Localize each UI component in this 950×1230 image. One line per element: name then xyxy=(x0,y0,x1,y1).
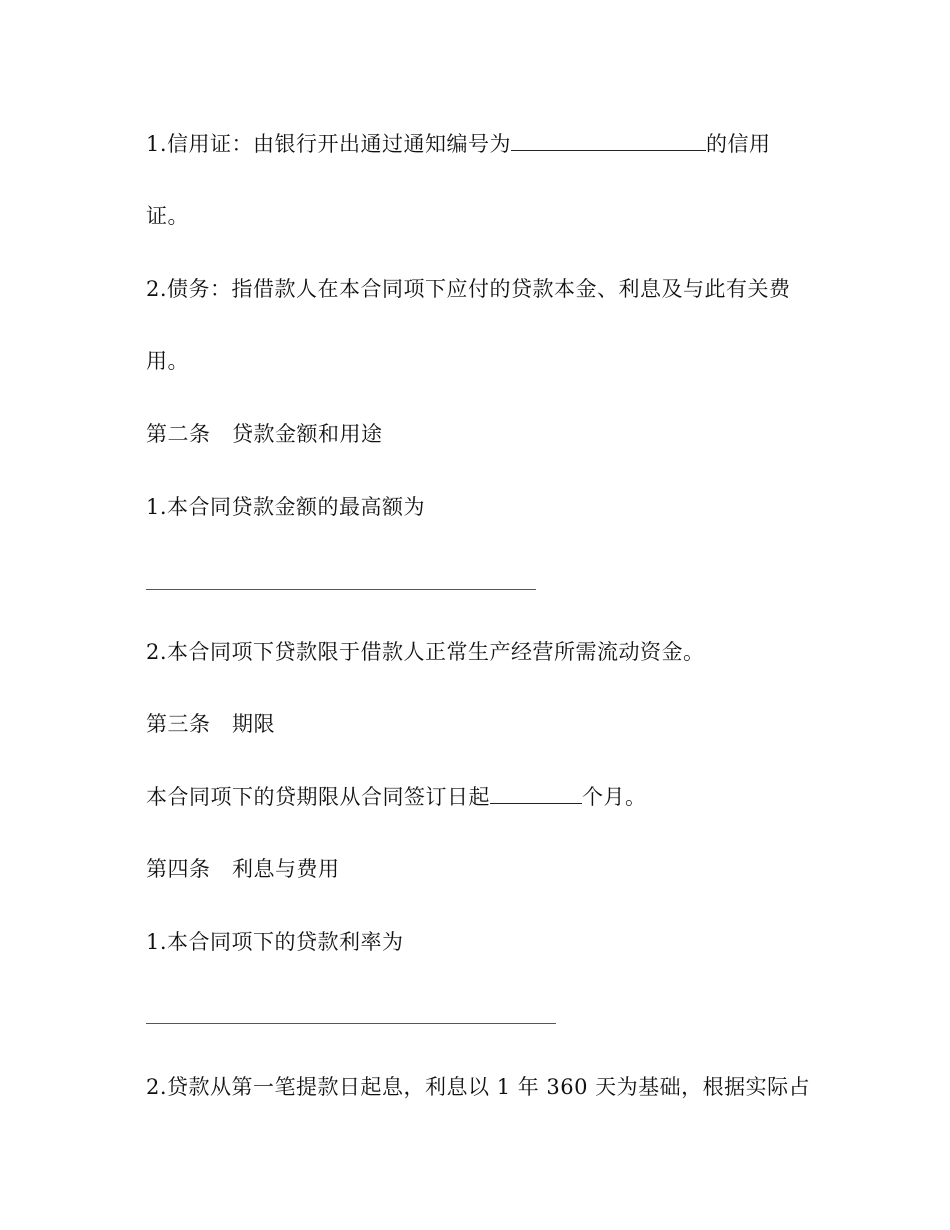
article-2-title: 第二条 贷款金额和用途 xyxy=(146,422,383,446)
definition-letter-of-credit xyxy=(146,130,771,158)
article-2-heading xyxy=(146,420,383,448)
article-3-title: 第三条 期限 xyxy=(146,712,275,736)
article-2-item-2 xyxy=(146,638,705,666)
term-months-blank xyxy=(490,783,582,804)
definition-text: 1.信用证：由银行开出通过通知编号为 xyxy=(146,132,512,156)
article-2-item-1 xyxy=(146,493,425,521)
interest-calculation-text: 2.贷款从第一笔提款日起息，利息以 1 年 360 天为基础，根据实际占 xyxy=(146,1075,811,1099)
max-loan-amount-blank xyxy=(146,589,536,590)
definition-debt-cont xyxy=(146,347,189,375)
definition-text-tail: 的信用 xyxy=(706,132,771,156)
article-4-item-2 xyxy=(146,1073,810,1101)
definition-debt xyxy=(146,275,791,303)
definition-debt-text-cont: 用。 xyxy=(146,349,189,373)
interest-rate-text: 1.本合同项下的贷款利率为 xyxy=(146,930,404,954)
loan-term-text-tail: 个月。 xyxy=(582,785,647,809)
article-4-heading xyxy=(146,855,340,883)
article-3-heading xyxy=(146,710,275,738)
article-4-item-1 xyxy=(146,928,404,956)
definition-letter-of-credit-cont xyxy=(146,202,189,230)
definition-text-cont: 证。 xyxy=(146,204,189,228)
definition-debt-text: 2.债务：指借款人在本合同项下应付的贷款本金、利息及与此有关费 xyxy=(146,277,791,301)
article-4-title: 第四条 利息与费用 xyxy=(146,857,340,881)
interest-rate-blank xyxy=(146,1023,556,1024)
loan-purpose-text: 2.本合同项下贷款限于借款人正常生产经营所需流动资金。 xyxy=(146,640,705,664)
max-loan-amount-text: 1.本合同贷款金额的最高额为 xyxy=(146,495,426,519)
loan-term-text: 本合同项下的贷期限从合同签订日起 xyxy=(146,785,490,809)
article-3-term xyxy=(146,783,647,811)
notice-number-blank xyxy=(511,130,706,151)
